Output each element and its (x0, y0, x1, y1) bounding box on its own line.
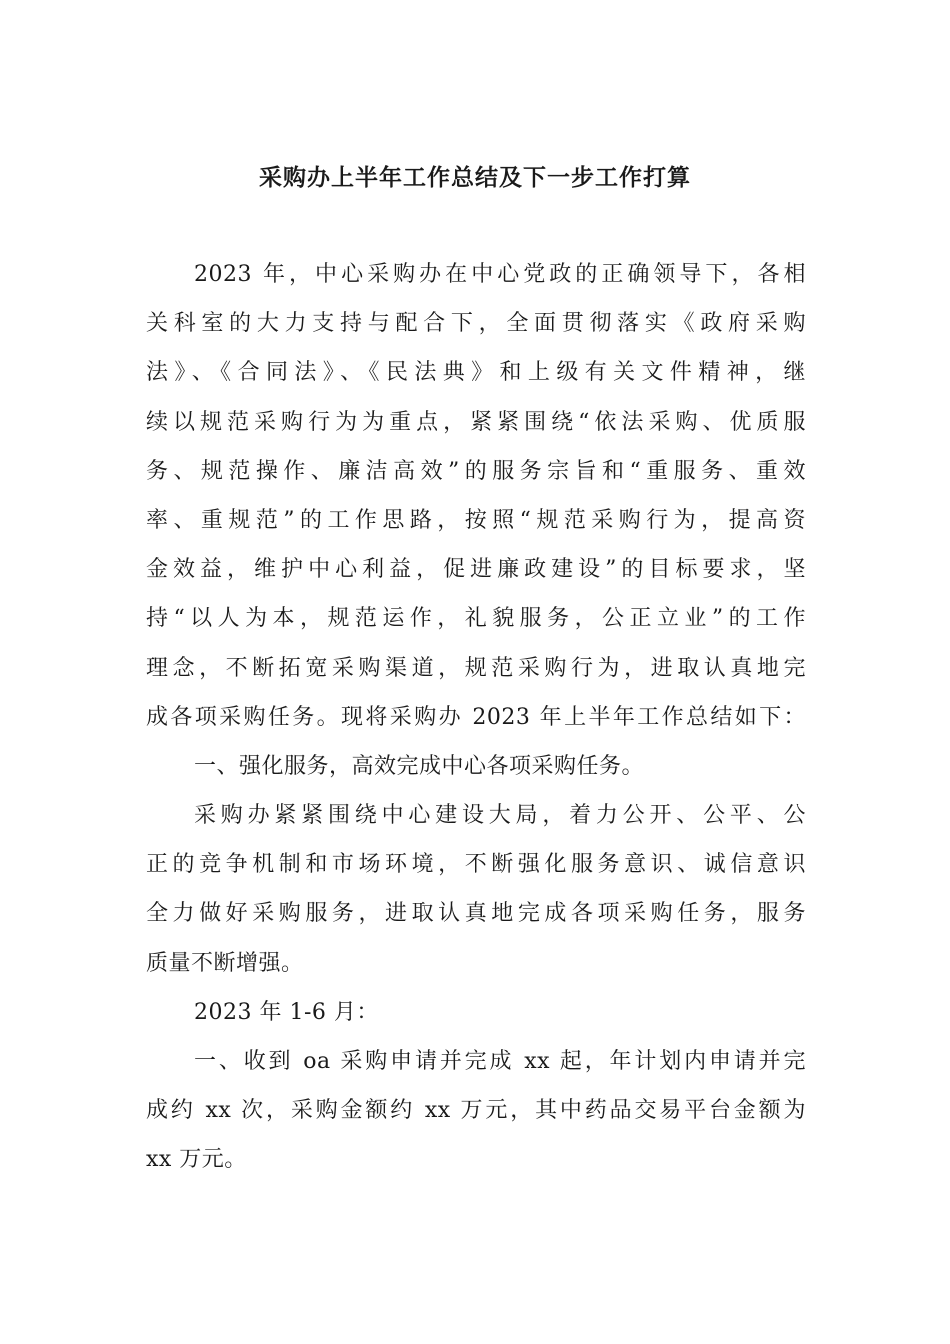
paragraph-line: 务、规范操作、廉洁高效”的服务宗旨和“重服务、重效 (146, 458, 806, 484)
paragraph-line: 全力做好采购服务，进取认真地完成各项采购任务，服务 (146, 901, 806, 927)
paragraph-line: 金效益，维护中心利益，促进廉政建设”的目标要求，坚 (146, 557, 806, 583)
paragraph-line: 持“以人为本，规范运作，礼貌服务，公正立业”的工作 (146, 606, 806, 632)
paragraph-line: 成各项采购任务。现将采购办 2023 年上半年工作总结如下： (146, 704, 806, 730)
paragraph-line: 续以规范采购行为为重点，紧紧围绕“依法采购、优质服 (146, 409, 806, 435)
paragraph-line: 正的竞争机制和市场环境，不断强化服务意识、诚信意识 (146, 852, 806, 878)
paragraph-line: 2023 年，中心采购办在中心党政的正确领导下，各相 (194, 262, 806, 287)
paragraph-line: 采购办紧紧围绕中心建设大局，着力公开、公平、公 (194, 803, 806, 829)
paragraph-line: 率、重规范”的工作思路，按照“规范采购行为，提高资 (146, 507, 806, 533)
paragraph-line: 理念，不断拓宽采购渠道，规范采购行为，进取认真地完 (146, 655, 806, 681)
paragraph-line: 关科室的大力支持与配合下，全面贯彻落实《政府采购 (146, 311, 806, 337)
paragraph-line: 法》、《合同法》、《民法典》和上级有关文件精神，继 (146, 360, 806, 386)
date-range-heading: 2023 年 1-6 月： (194, 999, 379, 1025)
paragraph-line: xx 万元。 (146, 1147, 247, 1173)
paragraph-line: 质量不断增强。 (146, 950, 304, 976)
section-heading: 一、强化服务，高效完成中心各项采购任务。 (194, 753, 645, 779)
document-body (146, 250, 806, 1185)
paragraph-line: 一、收到 oa 采购申请并完成 xx 起，年计划内申请并完 (194, 1049, 806, 1074)
document-title: 采购办上半年工作总结及下一步工作打算 (259, 165, 691, 191)
paragraph-line: 成约 xx 次，采购金额约 xx 万元，其中药品交易平台金额为 (146, 1098, 806, 1124)
